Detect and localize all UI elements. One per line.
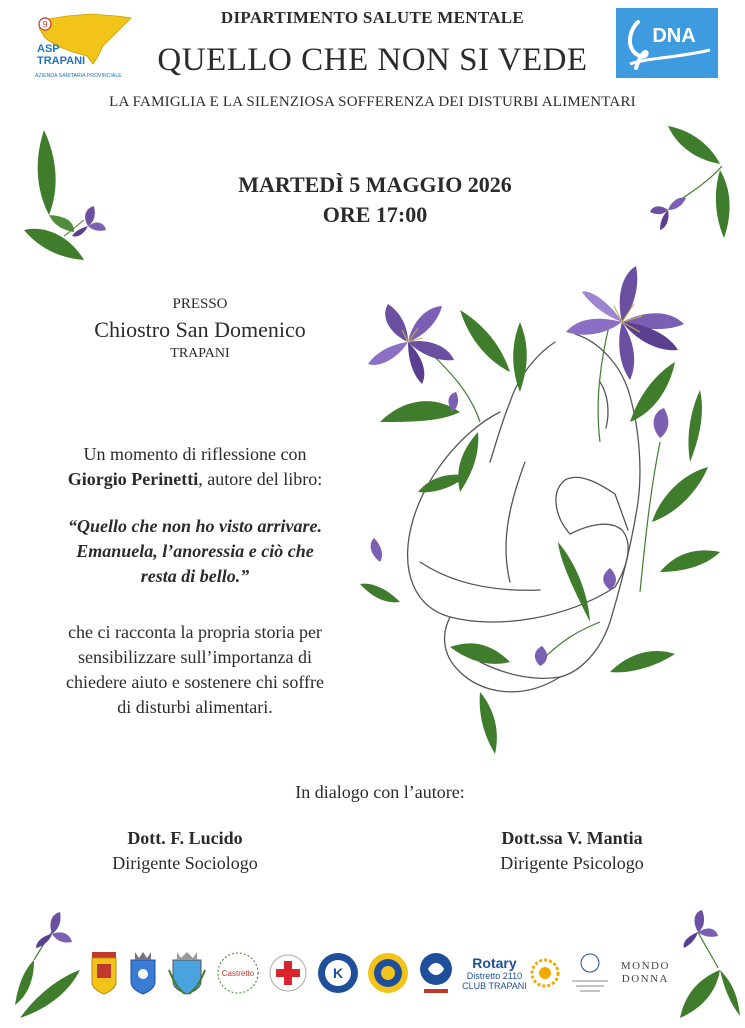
venue-label: PRESSO — [172, 296, 228, 312]
speaker-1-role: Dirigente Sociologo — [112, 853, 258, 873]
kiwanis-logo — [317, 952, 359, 994]
mondo-donna-line2: DONNA — [621, 973, 669, 985]
lily-left — [368, 304, 454, 384]
book-title-line2: Emanuela, l’anoressia e ciò che — [76, 541, 314, 561]
intro-text — [20, 442, 370, 492]
flower-decoration-top-left — [14, 120, 114, 270]
department-title: DIPARTIMENTO SALUTE MENTALE — [220, 8, 525, 27]
crest-logo-1 — [90, 950, 118, 996]
event-time: ORE 17:00 — [322, 202, 428, 227]
desc-line1: che ci racconta la propria storia per — [68, 622, 322, 642]
desc-line3: chiedere aiuto e sostenere chi soffre — [65, 672, 325, 692]
embrace-illustration — [360, 262, 720, 762]
intro-rest: , autore del libro: — [198, 469, 323, 489]
asp-logo-line2: TRAPANI — [37, 55, 86, 67]
association-logo — [568, 951, 612, 995]
mondo-donna-line1: MONDO — [620, 960, 670, 972]
venue-name: Chiostro San Domenico — [94, 317, 306, 342]
lily-right — [566, 266, 684, 380]
crest-logo-2 — [127, 950, 159, 996]
intro-line2 — [20, 467, 370, 492]
desc-line2: sensibilizzare sull’importanza di — [78, 647, 312, 667]
asp-trapani-logo — [33, 12, 141, 80]
desc-line4: di disturbi alimentari. — [117, 697, 273, 717]
dna-logo — [616, 8, 718, 78]
asp-logo-line1: ASP — [37, 43, 60, 55]
dna-logo-text: DNA — [652, 25, 696, 47]
fidapa-logo — [418, 951, 454, 995]
speaker-2-role: Dirigente Psicologo — [500, 853, 644, 873]
asp-logo-caption: AZIENDA SANITARIA PROVINCIALE — [35, 73, 122, 79]
venue-city: TRAPANI — [170, 346, 230, 361]
flower-decoration-bottom-right — [660, 908, 740, 1020]
rotary-club: CLUB TRAPANI — [462, 980, 527, 991]
flower-decoration-top-right — [640, 120, 740, 245]
description-text — [20, 620, 370, 720]
asp-badge-number: 9 — [42, 19, 48, 30]
mondo-donna-logo — [621, 960, 670, 986]
svg-text:K: K — [332, 965, 343, 981]
sponsor-logos-row — [90, 944, 670, 1002]
intro-line1: Un momento di riflessione con — [83, 444, 307, 464]
rotary-district: Distretto 2110 — [466, 970, 523, 981]
castretto-logo — [216, 951, 260, 995]
event-datetime — [150, 170, 600, 230]
flower-decoration-bottom-left — [10, 910, 90, 1020]
castretto-text: Castretto — [221, 969, 254, 978]
lions-logo — [367, 952, 409, 994]
event-date: MARTEDÌ 5 MAGGIO 2026 — [238, 172, 512, 197]
event-subtitle: LA FAMIGLIA E LA SILENZIOSA SOFFERENZA DEI DISTURBI ALIMENTARI — [109, 94, 636, 110]
event-title: QUELLO CHE NON SI VEDE — [157, 42, 588, 78]
speaker-1-name: Dott. F. Lucido — [127, 828, 243, 848]
speaker-2 — [432, 826, 712, 876]
speaker-2-name: Dott.ssa V. Mantia — [501, 828, 643, 848]
venue-block — [60, 296, 340, 362]
crest-logo-3 — [167, 950, 207, 996]
book-title-line3: resta di bello.” — [140, 566, 250, 586]
red-cross-logo — [268, 953, 308, 993]
book-title-line1: “Quello che non ho visto arrivare. — [67, 516, 322, 536]
rotary-name: Rotary — [472, 954, 517, 971]
dialog-heading: In dialogo con l’autore: — [295, 782, 465, 802]
book-title — [20, 514, 370, 589]
rotary-logo — [462, 956, 560, 991]
author-name: Giorgio Perinetti — [67, 469, 199, 489]
speaker-1 — [45, 826, 325, 876]
